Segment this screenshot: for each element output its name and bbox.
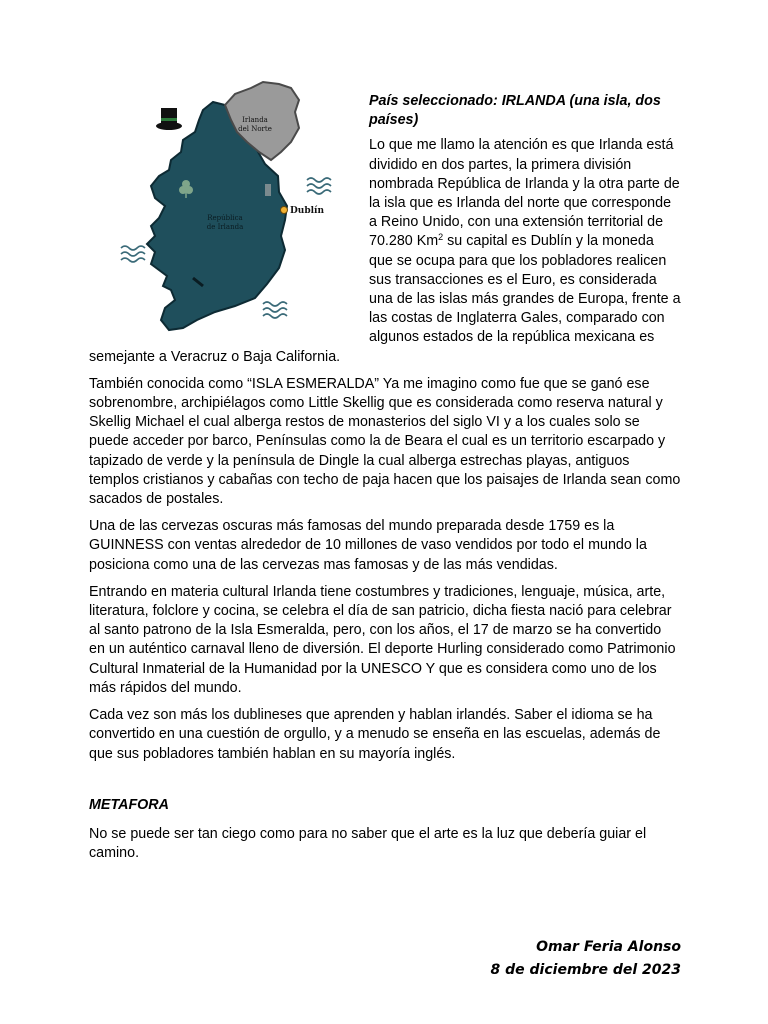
map-label-north-line2: del Norte bbox=[238, 125, 272, 133]
signature-block bbox=[89, 936, 681, 982]
map-label-north-line1: Irlanda bbox=[242, 116, 268, 124]
paragraph-4: Entrando en materia cultural Irlanda tiene costumbres y tradiciones, lenguaje, música, arte, literatura, folclore y cocina, se celebra el día de san patricio, dicha fiesta nació para celebrar al santo patrono de la Isla Esmeralda, pero, con los años, el 17 de marzo se ha convertido en un auténtico carnaval lleno de diversión. El deporte Hurling considerado como Patrimonio Cultural Inmaterial de la Humanidad por la UNESCO Y que es considera como uno de los más rápidos del mundo. bbox=[89, 583, 676, 696]
paragraph-1-text-a: Lo que me llamo la atención es que Irlanda está dividido en dos partes, la primera división nombrada República de Irlanda y la otra parte de la isla que es Irlanda del norte que corresponde a Reino Unido, con una extensión territorial de 70.280 Km bbox=[369, 137, 680, 250]
metafora-text: No se puede ser tan ciego como para no saber que el arte es la luz que debería guiar el camino. bbox=[89, 825, 647, 862]
map-label-dublin: Dublín bbox=[290, 206, 325, 216]
tower-icon bbox=[265, 184, 271, 196]
ireland-map bbox=[85, 80, 365, 340]
paragraph-5: Cada vez son más los dublineses que aprenden y hablan irlandés. Saber el idioma se ha convertido en una cuestión de orgullo, y a menudo se enseña en las escuelas, además de que sus pobladores también hablan en su mayoría inglés. bbox=[89, 707, 661, 762]
map-label-republic-line2: de Irlanda bbox=[206, 223, 244, 231]
metafora-heading: METAFORA bbox=[89, 796, 169, 813]
author-name: Omar Feria Alonso bbox=[536, 939, 681, 955]
page-heading: País seleccionado: IRLANDA (una isla, dos países) bbox=[369, 93, 661, 129]
paragraph-2: También conocida como “ISLA ESMERALDA” Ya me imagino como fue que se ganó ese sobrenombre, archipiélagos como Little Skellig que es considerada como reserva natural y Skellig Michael el cual alberga restos de monasterios del siglo VI y a los cuales solo se puede acceder por barco, Penínsulas como la de Beara el cual es un territorio escarpado y tapizado de verde y la península de Dingle la cual alberga estrechas playas, antiguos templos cristianos y cabañas con techo de paja hacen que los paisajes de Irlanda sean como sacados de postales. bbox=[89, 375, 681, 508]
dublin-marker bbox=[281, 207, 288, 214]
paragraph-3: Una de las cervezas oscuras más famosas del mundo preparada desde 1759 es la GUINNESS con ventas alrededor de 10 millones de vaso vendidos por todo el mundo la posiciona como una de las cervezas mas famosas y de las más vendidas. bbox=[89, 518, 647, 573]
signature-date: 8 de diciembre del 2023 bbox=[490, 962, 681, 978]
map-label-republic-line1: República bbox=[207, 214, 243, 222]
paragraph-1-text-b: su capital es Dublín y la moneda que se ocupa para que los pobladores realicen sus transacciones es el Euro, es considerada una de las islas más grandes de Europa, frente a las costas de Inglaterra Gales, comparado con algunos estados de la república mexicana es semejante a Veracruz o Baja California. bbox=[89, 233, 681, 365]
document-body bbox=[89, 92, 681, 871]
leprechaun-hat-icon bbox=[156, 108, 182, 130]
superscript-2: 2 bbox=[438, 232, 444, 243]
